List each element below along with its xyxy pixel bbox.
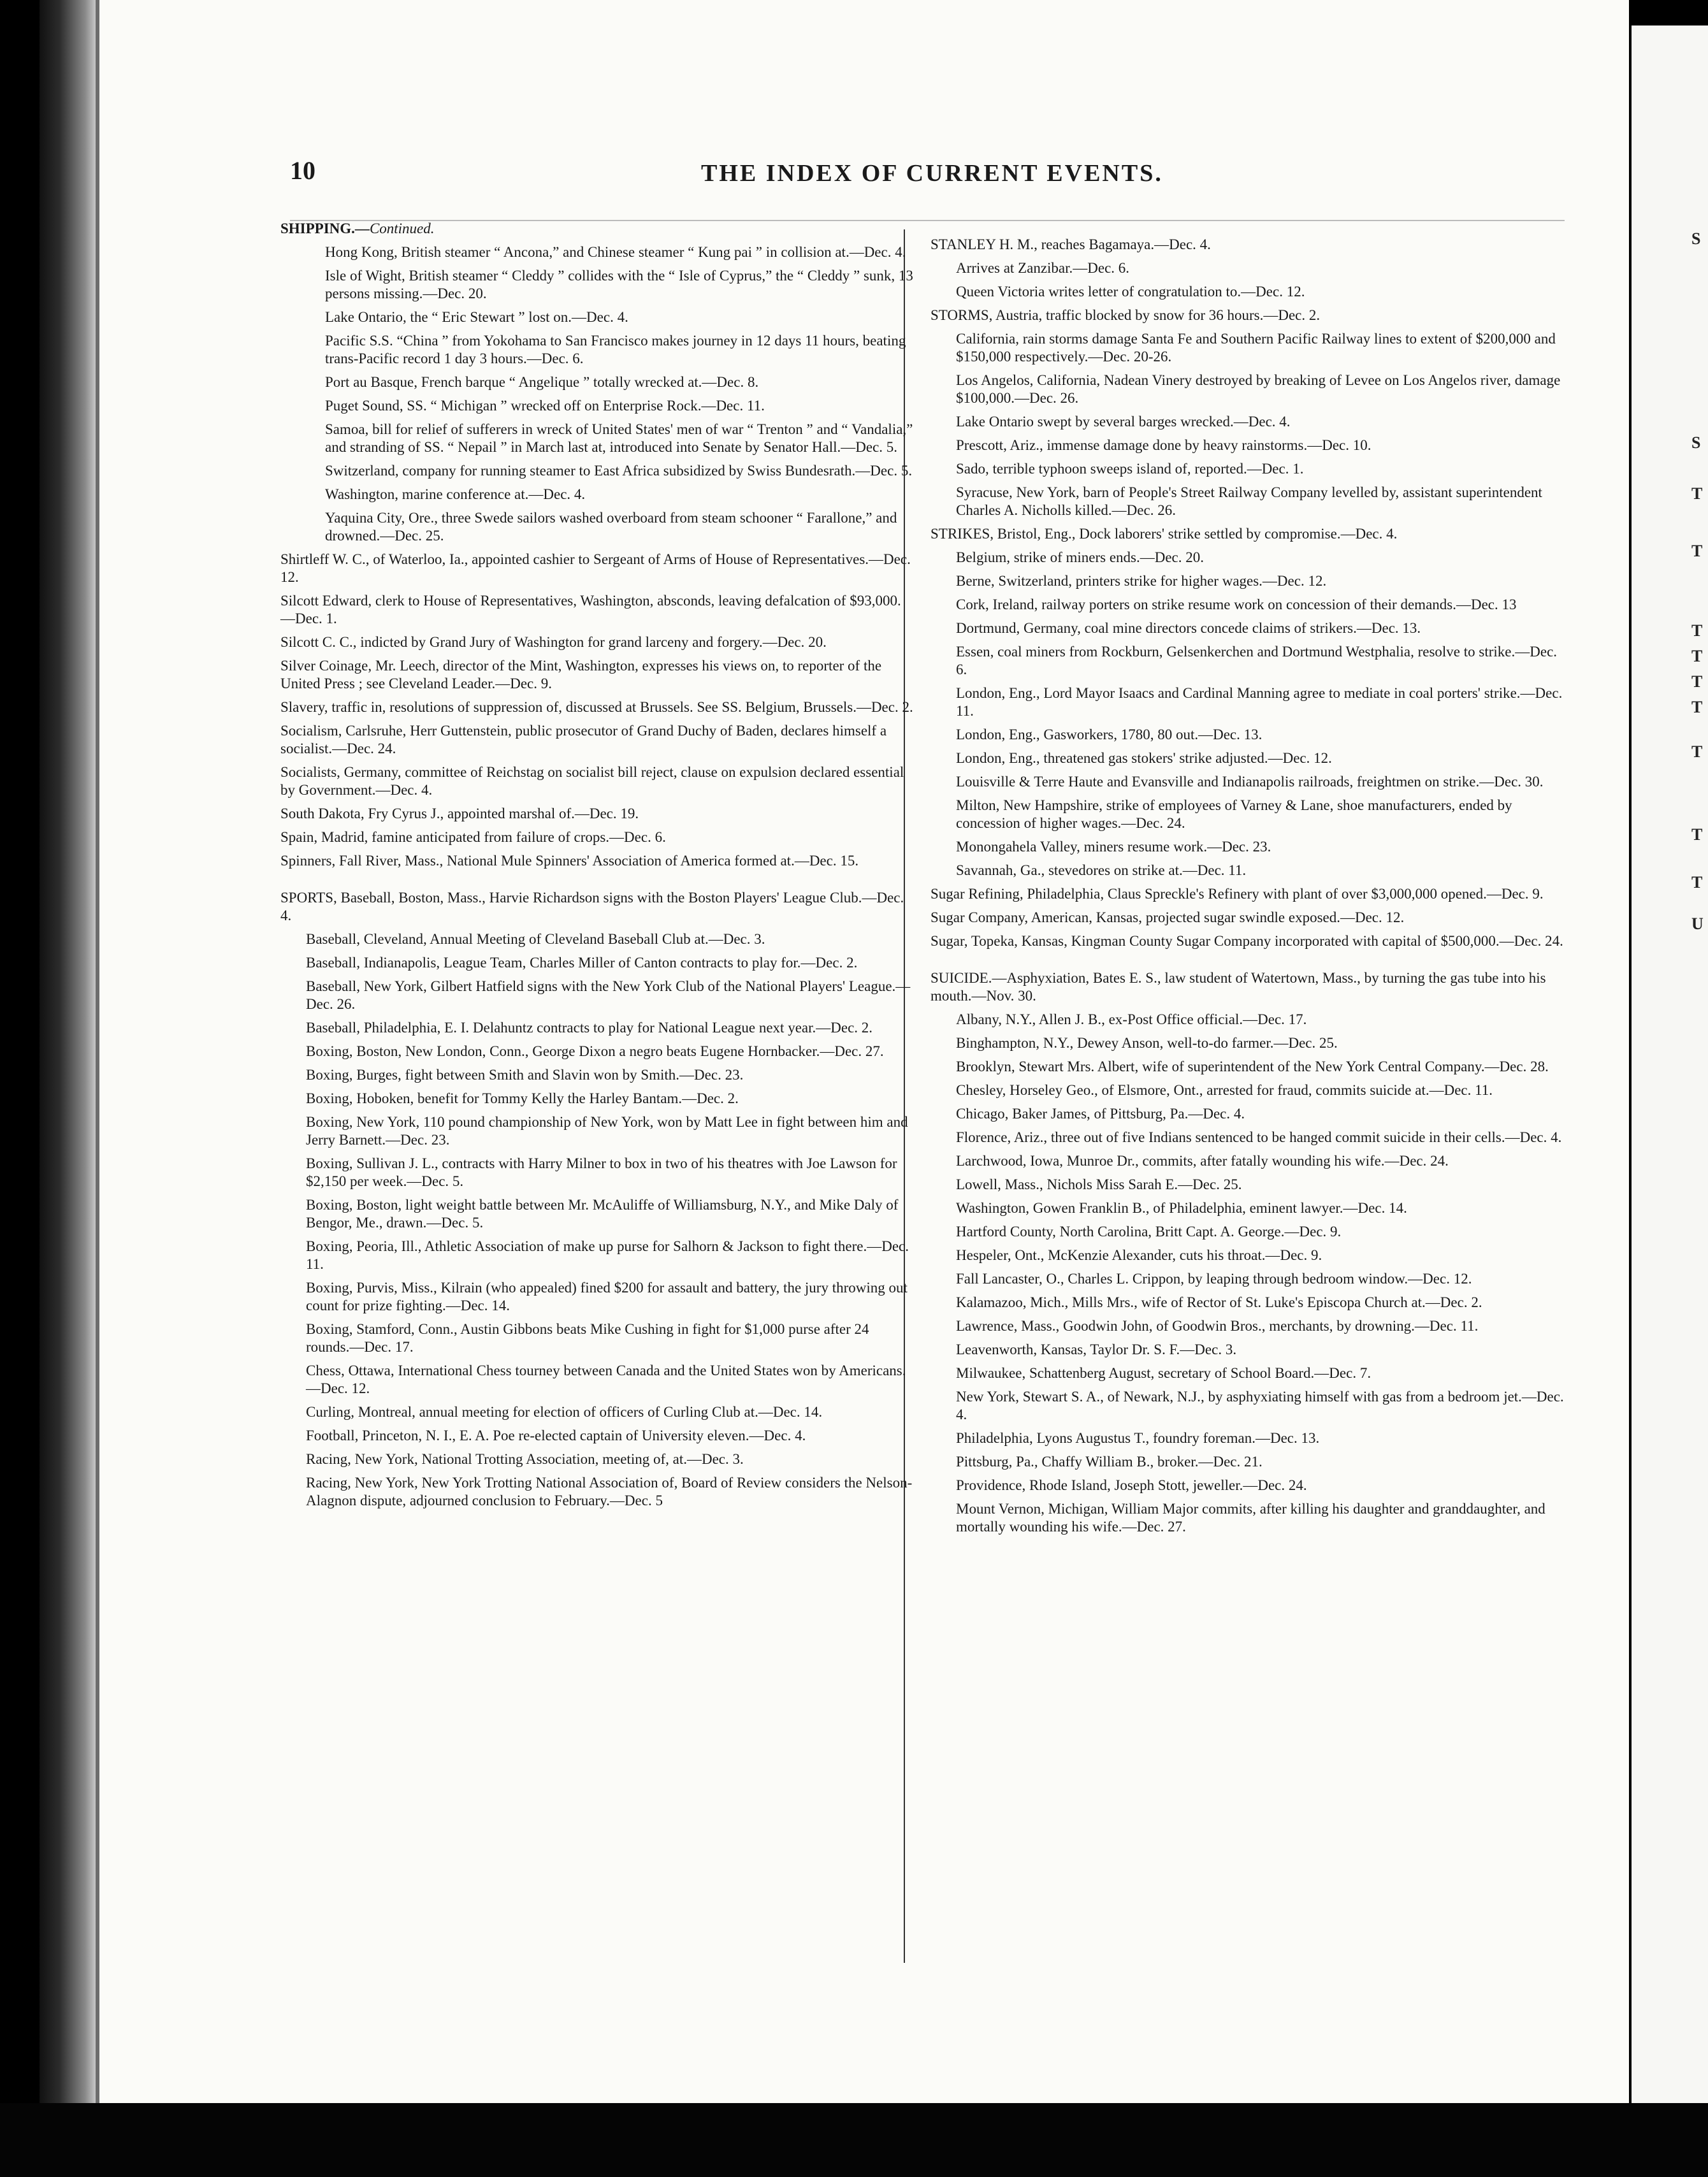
index-entry: Boxing, Hoboken, benefit for Tommy Kelly the Harley Bantam.—Dec. 2. <box>306 1090 739 1106</box>
index-entry: Curling, Montreal, annual meeting for election of officers of Curling Club at.—Dec. 14. <box>306 1404 823 1420</box>
index-entry: Racing, New York, New York Trotting National Association of, Board of Review considers the Nelson-Alagnon dispute, adjourned conclusion to February.—Dec. 5 <box>306 1475 913 1508</box>
index-entry: Football, Princeton, N. I., E. A. Poe re-elected captain of University eleven.—Dec. 4. <box>306 1428 806 1443</box>
facing-page-fragment: S <box>1691 229 1701 248</box>
shipping-entries <box>280 243 915 545</box>
index-entry: South Dakota, Fry Cyrus J., appointed marshal of.—Dec. 19. <box>280 806 639 821</box>
index-entry: Boxing, Stamford, Conn., Austin Gibbons beats Mike Cushing in fight for $1,000 purse after 24 rounds.—Dec. 17. <box>306 1321 869 1355</box>
running-title: THE INDEX OF CURRENT EVENTS. <box>701 160 1163 187</box>
index-entry: Queen Victoria writes letter of congratulation to.—Dec. 12. <box>956 284 1305 300</box>
index-entry: Boxing, Sullivan J. L., contracts with Harry Milner to box in two of his theatres with Joe Lawson for $2,150 per week.—Dec. 5. <box>306 1155 897 1189</box>
index-entry: Boxing, Peoria, Ill., Athletic Association of make up purse for Salhorn & Jackson to fight there.—Dec. 11. <box>306 1238 909 1272</box>
index-entry: Chesley, Horseley Geo., of Elsmore, Ont., arrested for fraud, commits suicide at.—Dec. 11. <box>956 1082 1493 1098</box>
left-column <box>280 220 915 1515</box>
facing-page-fragment: S <box>1691 433 1701 452</box>
index-entry: Socialism, Carlsruhe, Herr Guttenstein, public prosecutor of Grand Duchy of Baden, declares himself a socialist.—Dec. 24. <box>280 723 887 756</box>
index-entry: Slavery, traffic in, resolutions of suppression of, discussed at Brussels. See SS. Belgium, Brussels.—Dec. 2. <box>280 699 913 715</box>
continued-label: Continued. <box>369 221 435 236</box>
index-entry: Isle of Wight, British steamer “ Cleddy ” collides with the “ Isle of Cyprus,” the “ Cleddy ” sunk, 13 persons missing.—Dec. 20. <box>325 268 913 301</box>
index-entry: Florence, Ariz., three out of five Indians sentenced to be hanged commit suicide in their cells.—Dec. 4. <box>956 1129 1562 1145</box>
facing-page-fragment: T <box>1691 698 1703 716</box>
facing-page-edge <box>1632 25 1708 2103</box>
section-title: SHIPPING.— <box>280 221 370 236</box>
index-entry: Hong Kong, British steamer “ Ancona,” and Chinese steamer “ Kung pai ” in collision at.—Dec. 4. <box>325 244 906 260</box>
s-entries <box>280 551 915 870</box>
index-entry: Samoa, bill for relief of sufferers in wreck of United States' men of war “ Trenton ” and “ Vandalia,” and stranding of SS. “ Nepail ” in March last at, introduced into Senate by Senator Hall.—Dec. 5. <box>325 421 913 455</box>
index-entry: Lawrence, Mass., Goodwin John, of Goodwin Bros., merchants, by drowning.—Dec. 11. <box>956 1318 1479 1334</box>
scan-border <box>0 2103 1708 2177</box>
index-entry: Louisville & Terre Haute and Evansville and Indianapolis railroads, freightmen on strike.—Dec. 30. <box>956 774 1544 790</box>
index-entry: Washington, marine conference at.—Dec. 4. <box>325 486 586 502</box>
index-entry: Albany, N.Y., Allen J. B., ex-Post Office official.—Dec. 17. <box>956 1011 1307 1027</box>
section-heading-suicide: SUICIDE.—Asphyxiation, Bates E. S., law student of Watertown, Mass., by turning the gas tube into his mouth.—Nov. 30. <box>930 970 1546 1004</box>
index-entry: Pacific S.S. “China ” from Yokohama to San Francisco makes journey in 12 days 11 hours, beating trans-Pacific record 1 day 3 hours.—Dec. 6. <box>325 333 906 366</box>
index-entry: Yaquina City, Ore., three Swede sailors washed overboard from steam schooner “ Farallone,” and drowned.—Dec. 25. <box>325 510 897 544</box>
index-entry: Puget Sound, SS. “ Michigan ” wrecked off on Enterprise Rock.—Dec. 11. <box>325 398 765 414</box>
index-entry: Dortmund, Germany, coal mine directors concede claims of strikers.—Dec. 13. <box>956 620 1421 636</box>
index-entry: Silcott C. C., indicted by Grand Jury of Washington for grand larceny and forgery.—Dec. 20. <box>280 634 827 650</box>
index-entry: Sugar, Topeka, Kansas, Kingman County Sugar Company incorporated with capital of $500,000.—Dec. 24. <box>930 933 1563 949</box>
index-entry: Shirtleff W. C., of Waterloo, Ia., appointed cashier to Sergeant of Arms of House of Representatives.—Dec. 12. <box>280 551 911 585</box>
index-entry: Arrives at Zanzibar.—Dec. 6. <box>956 260 1130 276</box>
index-entry: Cork, Ireland, railway porters on strike resume work on concession of their demands.—Dec. 13 <box>956 597 1517 612</box>
index-entry: Lowell, Mass., Nichols Miss Sarah E.—Dec. 25. <box>956 1176 1242 1192</box>
index-entry: London, Eng., threatened gas stokers' strike adjusted.—Dec. 12. <box>956 750 1332 766</box>
facing-page-fragment: T <box>1691 647 1703 665</box>
index-entry: Boxing, Burges, fight between Smith and Slavin won by Smith.—Dec. 23. <box>306 1067 744 1083</box>
facing-page-fragment: T <box>1691 672 1703 691</box>
section-heading-sports: SPORTS, Baseball, Boston, Mass., Harvie Richardson signs with the Boston Players' League Club.—Dec. 4. <box>280 890 904 923</box>
section-heading-storms: STORMS, Austria, traffic blocked by snow for 36 hours.—Dec. 2. <box>930 307 1321 323</box>
index-entry: Silcott Edward, clerk to House of Representatives, Washington, absconds, leaving defalcation of $93,000.—Dec. 1. <box>280 593 901 626</box>
index-entry: Los Angelos, California, Nadean Vinery destroyed by breaking of Levee on Los Angelos river, damage $100,000.—Dec. 26. <box>956 372 1561 406</box>
index-entry: Belgium, strike of miners ends.—Dec. 20. <box>956 549 1205 565</box>
facing-page-fragment: T <box>1691 825 1703 844</box>
index-entry: Switzerland, company for running steamer to East Africa subsidized by Swiss Bundesrath.—Dec. 5. <box>325 463 913 479</box>
index-entry: New York, Stewart S. A., of Newark, N.J., by asphyxiating himself with gas from a bedroom jet.—Dec. 4. <box>956 1389 1564 1422</box>
index-entry: Savannah, Ga., stevedores on strike at.—Dec. 11. <box>956 862 1247 878</box>
section-heading-stanley: STANLEY H. M., reaches Bagamaya.—Dec. 4. <box>930 236 1211 252</box>
index-entry: Boxing, Boston, New London, Conn., George Dixon a negro beats Eugene Hornbacker.—Dec. 27. <box>306 1043 884 1059</box>
index-entry: Spain, Madrid, famine anticipated from failure of crops.—Dec. 6. <box>280 829 666 845</box>
index-entry: Silver Coinage, Mr. Leech, director of the Mint, Washington, expresses his views on, to reporter of the United Press ; see Cleveland Leader.—Dec. 9. <box>280 658 882 691</box>
facing-page-fragment: T <box>1691 742 1703 761</box>
index-entry: Boxing, Purvis, Miss., Kilrain (who appealed) fined $200 for assault and battery, the jury throwing out count for prize fighting.—Dec. 14. <box>306 1280 908 1313</box>
index-entry: Binghampton, N.Y., Dewey Anson, well-to-do farmer.—Dec. 25. <box>956 1035 1338 1051</box>
index-entry: Boxing, New York, 110 pound championship of New York, won by Matt Lee in fight between him and Jerry Barnett.—Dec. 23. <box>306 1114 908 1148</box>
index-entry: Milton, New Hampshire, strike of employees of Varney & Lane, shoe manufacturers, ended by concession of higher wages.—Dec. 24. <box>956 797 1512 831</box>
index-entry: Chicago, Baker James, of Pittsburg, Pa.—Dec. 4. <box>956 1106 1245 1122</box>
index-entry: Spinners, Fall River, Mass., National Mule Spinners' Association of America formed at.—Dec. 15. <box>280 853 859 869</box>
index-entry: Berne, Switzerland, printers strike for higher wages.—Dec. 12. <box>956 573 1327 589</box>
index-entry: Washington, Gowen Franklin B., of Philadelphia, eminent lawyer.—Dec. 14. <box>956 1200 1407 1216</box>
index-entry: Pittsburg, Pa., Chaffy William B., broker.—Dec. 21. <box>956 1454 1263 1470</box>
index-entry: Larchwood, Iowa, Munroe Dr., commits, after fatally wounding his wife.—Dec. 24. <box>956 1153 1449 1169</box>
index-entry: Essen, coal miners from Rockburn, Gelsenkerchen and Dortmund Westphalia, resolve to strike.—Dec. 6. <box>956 644 1558 677</box>
index-entry: London, Eng., Lord Mayor Isaacs and Cardinal Manning agree to mediate in coal porters' strike.—Dec. 11. <box>956 685 1563 719</box>
index-entry: Monongahela Valley, miners resume work.—Dec. 23. <box>956 839 1271 855</box>
index-entry: Baseball, Indianapolis, League Team, Charles Miller of Canton contracts to play for.—Dec. 2. <box>306 955 858 971</box>
facing-page-fragment: T <box>1691 484 1703 503</box>
index-entry: Sugar Company, American, Kansas, projected sugar swindle exposed.—Dec. 12. <box>930 909 1405 925</box>
index-entry: Baseball, New York, Gilbert Hatfield signs with the New York Club of the National Players' League.—Dec. 26. <box>306 978 911 1012</box>
index-entry: California, rain storms damage Santa Fe and Southern Pacific Railway lines to extent of $200,000 and $150,000 respectively.—Dec. 20-26. <box>956 331 1556 365</box>
facing-page-fragment: T <box>1691 542 1703 560</box>
index-entry: London, Eng., Gasworkers, 1780, 80 out.—Dec. 13. <box>956 727 1263 742</box>
section-heading-shipping <box>280 220 915 238</box>
right-column <box>930 236 1565 1542</box>
index-entry: Hespeler, Ont., McKenzie Alexander, cuts his throat.—Dec. 9. <box>956 1247 1322 1263</box>
facing-page-fragment: U <box>1691 915 1704 933</box>
index-entry: Philadelphia, Lyons Augustus T., foundry foreman.—Dec. 13. <box>956 1430 1320 1446</box>
index-entry: Baseball, Philadelphia, E. I. Delahuntz contracts to play for National League next year.—Dec. 2. <box>306 1020 873 1036</box>
index-entry: Brooklyn, Stewart Mrs. Albert, wife of superintendent of the New York Central Company.—Dec. 28. <box>956 1059 1549 1074</box>
index-entry: Hartford County, North Carolina, Britt Capt. A. George.—Dec. 9. <box>956 1224 1342 1240</box>
index-entry: Lake Ontario swept by several barges wrecked.—Dec. 4. <box>956 414 1291 430</box>
index-entry: Chess, Ottawa, International Chess tourney between Canada and the United States won by Americans.—Dec. 12. <box>306 1363 906 1396</box>
index-entry: Sugar Refining, Philadelphia, Claus Spreckle's Refinery with plant of over $3,000,000 opened.—Dec. 9. <box>930 886 1544 902</box>
book-binding <box>40 0 97 2103</box>
index-entry: Prescott, Ariz., immense damage done by heavy rainstorms.—Dec. 10. <box>956 437 1371 453</box>
section-heading-strikes: STRIKES, Bristol, Eng., Dock laborers' strike settled by compromise.—Dec. 4. <box>930 526 1398 542</box>
index-entry: Mount Vernon, Michigan, William Major commits, after killing his daughter and granddaughter, and mortally wounding his wife.—Dec. 27. <box>956 1501 1545 1535</box>
index-entry: Port au Basque, French barque “ Angelique ” totally wrecked at.—Dec. 8. <box>325 374 759 390</box>
index-entry: Boxing, Boston, light weight battle between Mr. McAuliffe of Williamsburg, N.Y., and Mike Daly of Bengor, Me., drawn.—Dec. 5. <box>306 1197 899 1231</box>
index-entry: Racing, New York, National Trotting Association, meeting of, at.—Dec. 3. <box>306 1451 744 1467</box>
index-entry: Providence, Rhode Island, Joseph Stott, jeweller.—Dec. 24. <box>956 1477 1307 1493</box>
index-entry: Syracuse, New York, barn of People's Street Railway Company levelled by, assistant superintendent Charles A. Nicholls killed.—Dec. 26. <box>956 484 1542 518</box>
page-number: 10 <box>290 156 315 185</box>
index-entry: Baseball, Cleveland, Annual Meeting of Cleveland Baseball Club at.—Dec. 3. <box>306 931 765 947</box>
facing-page-fragment: T <box>1691 873 1703 892</box>
facing-page-fragment: T <box>1691 621 1703 640</box>
index-entry: Leavenworth, Kansas, Taylor Dr. S. F.—Dec. 3. <box>956 1342 1237 1357</box>
index-entry: Socialists, Germany, committee of Reichstag on socialist bill reject, clause on expulsion declared essential by Government.—Dec. 4. <box>280 764 904 798</box>
index-entry: Kalamazoo, Mich., Mills Mrs., wife of Rector of St. Luke's Episcopa Church at.—Dec. 2. <box>956 1294 1482 1310</box>
sports-entries <box>280 930 915 1510</box>
index-entry: Sado, terrible typhoon sweeps island of, reported.—Dec. 1. <box>956 461 1304 477</box>
index-entry: Milwaukee, Schattenberg August, secretary of School Board.—Dec. 7. <box>956 1365 1371 1381</box>
index-entry: Lake Ontario, the “ Eric Stewart ” lost on.—Dec. 4. <box>325 309 628 325</box>
index-entry: Fall Lancaster, O., Charles L. Crippon, by leaping through bedroom window.—Dec. 12. <box>956 1271 1472 1287</box>
